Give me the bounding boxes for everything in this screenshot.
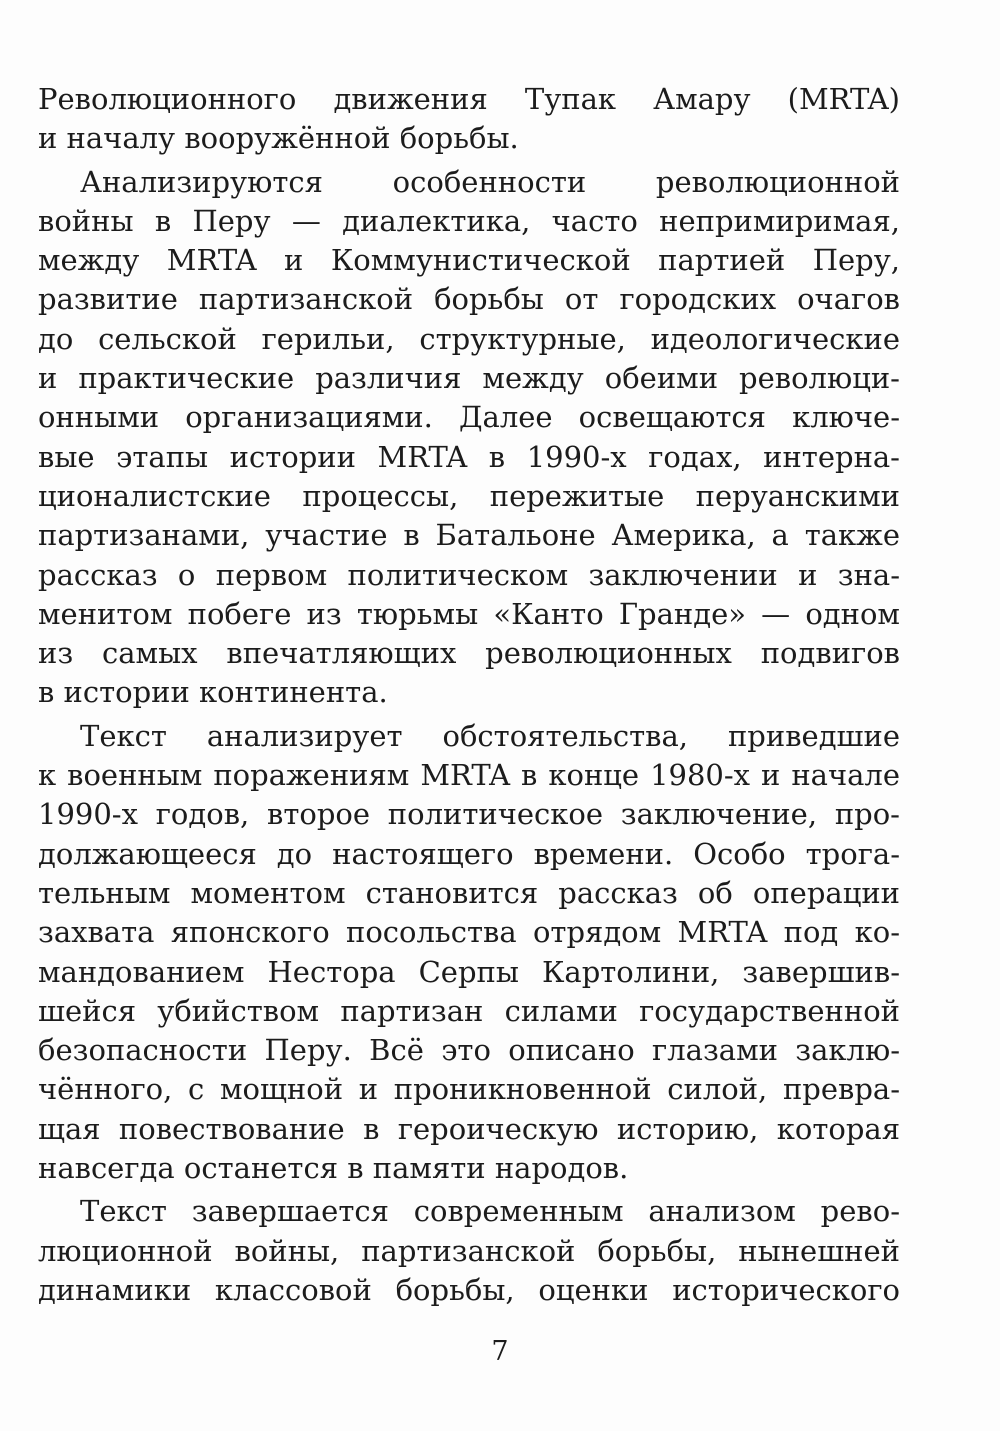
text-line: онными организациями. Далее освещаются ключе- bbox=[38, 400, 900, 435]
text-line: Текст завершается современным анализом рево- bbox=[80, 1194, 900, 1229]
text-line: и началу вооружённой борьбы. bbox=[38, 121, 519, 156]
text-line: ционалистские процессы, пережитые перуанскими bbox=[38, 478, 900, 513]
text-line: захвата японского посольства отрядом MRTA под ко- bbox=[38, 915, 900, 950]
text-line: рассказ о первом политическом заключении и зна- bbox=[38, 557, 900, 592]
text-line: люционной войны, партизанской борьбы, нынешней bbox=[38, 1233, 900, 1268]
text-line: щая повествование в героическую историю, которая bbox=[38, 1111, 900, 1146]
text-line: войны в Перу — диалектика, часто непримиримая, bbox=[38, 203, 900, 238]
text-line: и практические различия между обеими революци- bbox=[38, 361, 900, 396]
text-line: менитом побеге из тюрьмы «Канто Гранде» — одном bbox=[38, 596, 900, 631]
text-line: к военным поражениям MRTA в конце 1980-х и начале bbox=[38, 758, 900, 793]
text-line: 1990-х годов, второе политическое заключение, про- bbox=[38, 797, 900, 832]
page-number: 7 bbox=[491, 1336, 509, 1367]
text-line: до сельской герильи, структурные, идеологические bbox=[38, 321, 900, 356]
text-line: должающееся до настоящего времени. Особо трога- bbox=[38, 836, 900, 871]
text-line: в истории континента. bbox=[38, 675, 388, 710]
text-line: партизанами, участие в Батальоне Америка, а также bbox=[38, 518, 900, 553]
text-line: шейся убийством партизан силами государственной bbox=[38, 993, 900, 1028]
text-line: Революционного движения Тупак Амару (MRTA) bbox=[38, 82, 900, 116]
text-line: Анализируются особенности революционной bbox=[80, 164, 900, 199]
text-line: мандованием Нестора Серпы Картолини, завершив- bbox=[38, 954, 900, 989]
text-line: динамики классовой борьбы, оценки исторического bbox=[38, 1272, 900, 1307]
paragraph bbox=[38, 717, 900, 1189]
body-text bbox=[38, 80, 900, 1310]
paragraph bbox=[38, 163, 900, 713]
text-line: вые этапы истории MRTA в 1990-х годах, интерна- bbox=[38, 439, 900, 474]
text-line: развитие партизанской борьбы от городских очагов bbox=[38, 282, 900, 317]
paragraph bbox=[38, 1192, 900, 1310]
text-line: чённого, с мощной и проникновенной силой, превра- bbox=[38, 1072, 900, 1107]
text-line: навсегда останется в памяти народов. bbox=[38, 1151, 629, 1186]
text-line: тельным моментом становится рассказ об операции bbox=[38, 875, 900, 910]
paragraph bbox=[38, 80, 900, 159]
text-line: безопасности Перу. Всё это описано глазами заклю- bbox=[38, 1033, 900, 1068]
text-line: из самых впечатляющих революционных подвигов bbox=[38, 636, 900, 671]
text-line: между MRTA и Коммунистической партией Перу, bbox=[38, 243, 900, 278]
text-line: Текст анализирует обстоятельства, приведшие bbox=[80, 718, 900, 753]
